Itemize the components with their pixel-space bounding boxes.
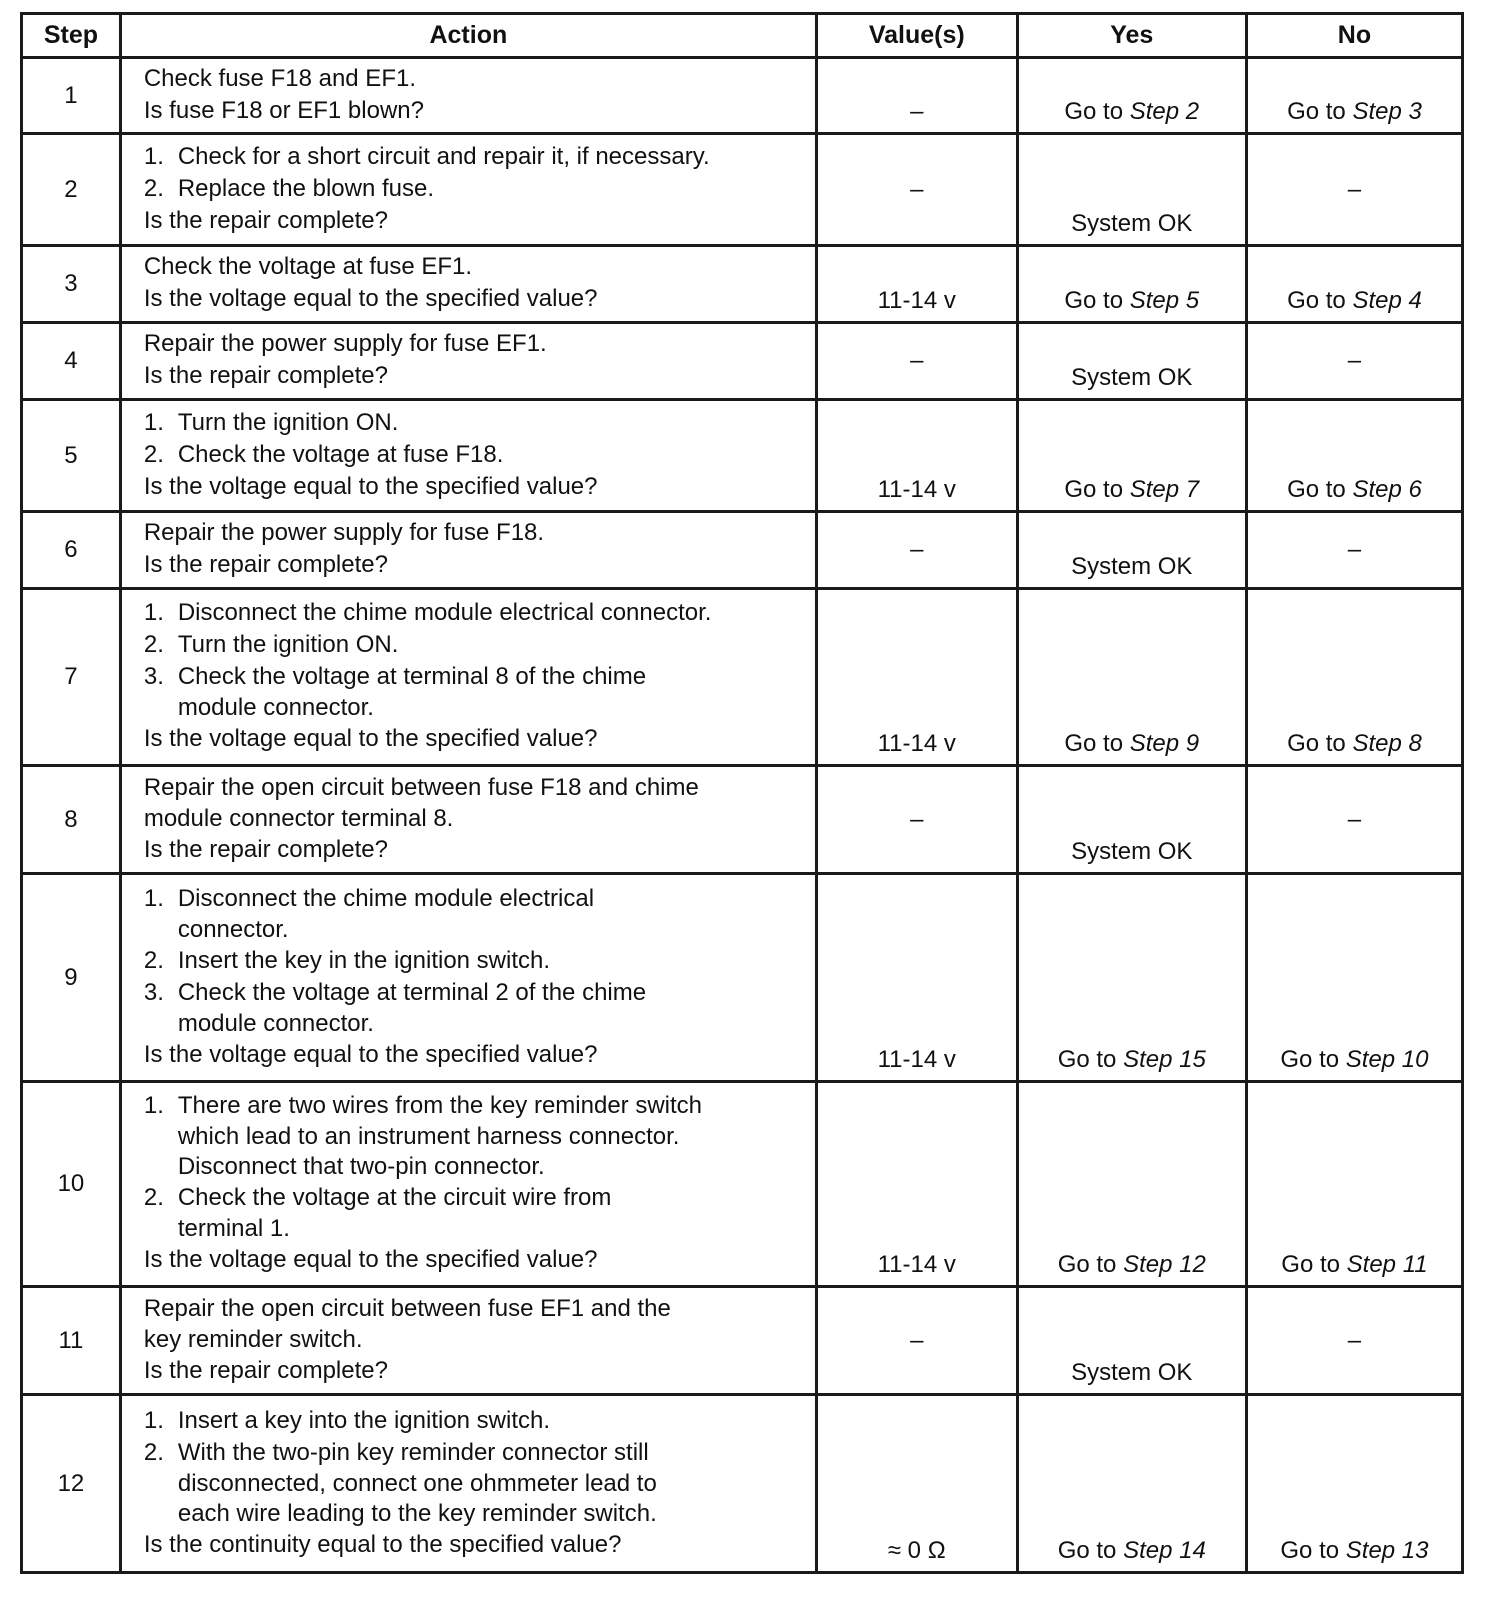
action-text: Repair the power supply for fuse EF1. — [143, 330, 547, 357]
action-question: Is the voltage equal to the specified value? — [143, 725, 598, 752]
value-cell: ≈ 0 Ω — [816, 1395, 1017, 1573]
action-item: 2. Check the voltage at fuse F18. — [143, 440, 504, 468]
action-text: Repair the open circuit between fuse EF1 and the — [143, 1294, 671, 1322]
header-action: Action — [120, 14, 816, 58]
step-number: 8 — [22, 766, 121, 874]
value-cell: – — [816, 323, 1017, 400]
yes-cell: System OK — [1017, 323, 1246, 400]
table-row — [22, 1395, 1463, 1573]
no-cell: – — [1246, 1287, 1462, 1395]
action-cell — [120, 134, 816, 246]
go-to-text: Go to — [1287, 98, 1353, 125]
value-cell: – — [816, 58, 1017, 134]
yes-cell: System OK — [1017, 134, 1246, 246]
action-question: Is the continuity equal to the specified value? — [143, 1530, 622, 1558]
step-number: 12 — [22, 1395, 121, 1573]
action-cell — [120, 512, 816, 589]
action-cell — [120, 766, 816, 874]
step-number: 3 — [22, 246, 121, 323]
go-to-text: Go to — [1064, 98, 1130, 125]
go-to-text: Go to — [1057, 1046, 1124, 1073]
go-to-text: Go to — [1064, 730, 1130, 757]
header-step: Step — [22, 14, 121, 58]
action-text: Repair the power supply for fuse F18. — [143, 519, 545, 546]
action-question: Is the repair complete? — [143, 551, 388, 578]
yes-step-ref: Step 15 — [1123, 1046, 1206, 1073]
table-row — [22, 400, 1463, 512]
step-number: 6 — [22, 512, 121, 589]
no-cell — [1246, 874, 1462, 1082]
action-cell — [120, 1082, 816, 1287]
no-step-ref: Step 11 — [1346, 1251, 1428, 1278]
yes-step-ref: Step 12 — [1123, 1251, 1206, 1278]
action-item: 2. Insert the key in the ignition switch. — [143, 946, 551, 974]
table-row — [22, 134, 1463, 246]
no-cell — [1246, 1395, 1462, 1573]
action-item-continuation: module connector. — [177, 694, 374, 721]
step-number: 7 — [22, 589, 121, 766]
header-yes: Yes — [1017, 14, 1246, 58]
action-item: 2. With the two-pin key reminder connector still — [143, 1438, 649, 1466]
no-step-ref: Step 8 — [1352, 730, 1422, 757]
action-item-continuation: Disconnect that two-pin connector. — [177, 1153, 545, 1180]
action-item: 1. Check for a short circuit and repair it, if necessary. — [143, 142, 710, 170]
action-text-continuation: key reminder switch. — [143, 1325, 363, 1353]
action-item: 1. Disconnect the chime module electrical connector. — [143, 599, 712, 626]
no-cell: – — [1246, 766, 1462, 874]
go-to-text: Go to — [1064, 287, 1130, 314]
go-to-text: Go to — [1280, 1046, 1346, 1073]
yes-cell — [1017, 58, 1246, 134]
yes-step-ref: Step 7 — [1129, 476, 1200, 503]
action-question: Is the repair complete? — [143, 1356, 388, 1384]
yes-cell — [1017, 246, 1246, 323]
action-item: 3. Check the voltage at terminal 2 of the chime — [143, 978, 647, 1006]
yes-step-ref: Step 2 — [1129, 98, 1200, 125]
action-question: Is the repair complete? — [143, 362, 388, 389]
table-row — [22, 512, 1463, 589]
value-cell: 11-14 v — [816, 400, 1017, 512]
go-to-text: Go to — [1280, 1537, 1346, 1564]
step-number: 2 — [22, 134, 121, 246]
action-question: Is the voltage equal to the specified value? — [143, 1246, 598, 1273]
action-text-continuation: module connector terminal 8. — [143, 804, 454, 832]
no-step-ref: Step 6 — [1352, 476, 1422, 503]
table-row — [22, 323, 1463, 400]
table-row — [22, 1287, 1463, 1395]
action-text: Check the voltage at fuse EF1. — [143, 253, 473, 280]
table-row — [22, 58, 1463, 134]
action-item-continuation: which lead to an instrument harness connector. — [177, 1123, 680, 1150]
yes-cell: System OK — [1017, 766, 1246, 874]
value-cell: – — [816, 766, 1017, 874]
go-to-text: Go to — [1057, 1537, 1124, 1564]
header-no: No — [1246, 14, 1462, 58]
yes-step-ref: Step 14 — [1123, 1537, 1206, 1564]
step-number: 9 — [22, 874, 121, 1082]
table-row — [22, 874, 1463, 1082]
action-item: 1. Turn the ignition ON. — [143, 408, 399, 436]
value-cell: 11-14 v — [816, 246, 1017, 323]
yes-cell: System OK — [1017, 512, 1246, 589]
yes-cell — [1017, 400, 1246, 512]
action-item: 1. Disconnect the chime module electrical — [143, 884, 595, 912]
action-cell — [120, 246, 816, 323]
diagnostic-table — [20, 12, 1464, 1574]
table-row — [22, 766, 1463, 874]
action-item: 2. Turn the ignition ON. — [143, 631, 399, 658]
no-cell — [1246, 589, 1462, 766]
go-to-text: Go to — [1064, 476, 1130, 503]
step-number: 1 — [22, 58, 121, 134]
value-cell: – — [816, 1287, 1017, 1395]
action-text: Repair the open circuit between fuse F18 and chime — [143, 773, 699, 801]
no-cell — [1246, 400, 1462, 512]
yes-cell — [1017, 1082, 1246, 1287]
no-cell — [1246, 246, 1462, 323]
step-number: 11 — [22, 1287, 121, 1395]
action-item: 2. Check the voltage at the circuit wire from — [143, 1184, 612, 1211]
action-item-continuation: module connector. — [177, 1009, 374, 1037]
action-cell — [120, 400, 816, 512]
action-item: 3. Check the voltage at terminal 8 of the chime — [143, 663, 647, 690]
yes-step-ref: Step 5 — [1129, 287, 1200, 314]
no-cell: – — [1246, 512, 1462, 589]
action-question: Is the voltage equal to the specified value? — [143, 285, 598, 312]
table-row — [22, 1082, 1463, 1287]
action-item-continuation: each wire leading to the key reminder switch. — [177, 1499, 657, 1527]
action-cell — [120, 58, 816, 134]
go-to-text: Go to — [1287, 730, 1353, 757]
action-question: Is the repair complete? — [143, 835, 388, 863]
header-values: Value(s) — [816, 14, 1017, 58]
no-cell: – — [1246, 323, 1462, 400]
no-step-ref: Step 13 — [1345, 1537, 1429, 1564]
step-number: 4 — [22, 323, 121, 400]
yes-cell — [1017, 589, 1246, 766]
step-number: 5 — [22, 400, 121, 512]
value-cell: – — [816, 512, 1017, 589]
yes-cell — [1017, 1395, 1246, 1573]
action-cell — [120, 589, 816, 766]
value-cell: 11-14 v — [816, 874, 1017, 1082]
action-item-continuation: connector. — [177, 915, 289, 943]
table-row — [22, 589, 1463, 766]
yes-cell: System OK — [1017, 1287, 1246, 1395]
header-row — [22, 14, 1463, 58]
step-number: 10 — [22, 1082, 121, 1287]
action-item: 1. Insert a key into the ignition switch. — [143, 1406, 551, 1434]
no-cell: – — [1246, 134, 1462, 246]
no-step-ref: Step 4 — [1352, 287, 1422, 314]
action-item: 1. There are two wires from the key reminder switch — [143, 1092, 703, 1119]
action-text: Check fuse F18 and EF1. — [143, 64, 416, 92]
no-cell — [1246, 58, 1462, 134]
action-item-continuation: terminal 1. — [177, 1215, 290, 1242]
action-item-continuation: disconnected, connect one ohmmeter lead to — [177, 1469, 657, 1497]
value-cell: 11-14 v — [816, 589, 1017, 766]
go-to-text: Go to — [1287, 287, 1353, 314]
go-to-text: Go to — [1057, 1251, 1124, 1278]
action-question: Is fuse F18 or EF1 blown? — [143, 96, 424, 124]
no-step-ref: Step 10 — [1345, 1046, 1429, 1073]
go-to-text: Go to — [1287, 476, 1353, 503]
yes-step-ref: Step 9 — [1129, 730, 1200, 757]
action-cell — [120, 1287, 816, 1395]
action-question: Is the voltage equal to the specified value? — [143, 472, 598, 500]
value-cell: – — [816, 134, 1017, 246]
table-row — [22, 246, 1463, 323]
action-cell — [120, 874, 816, 1082]
yes-cell — [1017, 874, 1246, 1082]
no-step-ref: Step 3 — [1352, 98, 1422, 125]
action-cell — [120, 323, 816, 400]
no-cell — [1246, 1082, 1462, 1287]
action-cell — [120, 1395, 816, 1573]
action-item: 2. Replace the blown fuse. — [143, 174, 435, 202]
go-to-text: Go to — [1281, 1251, 1347, 1278]
value-cell: 11-14 v — [816, 1082, 1017, 1287]
action-question: Is the voltage equal to the specified value? — [143, 1040, 598, 1068]
action-question: Is the repair complete? — [143, 206, 388, 234]
